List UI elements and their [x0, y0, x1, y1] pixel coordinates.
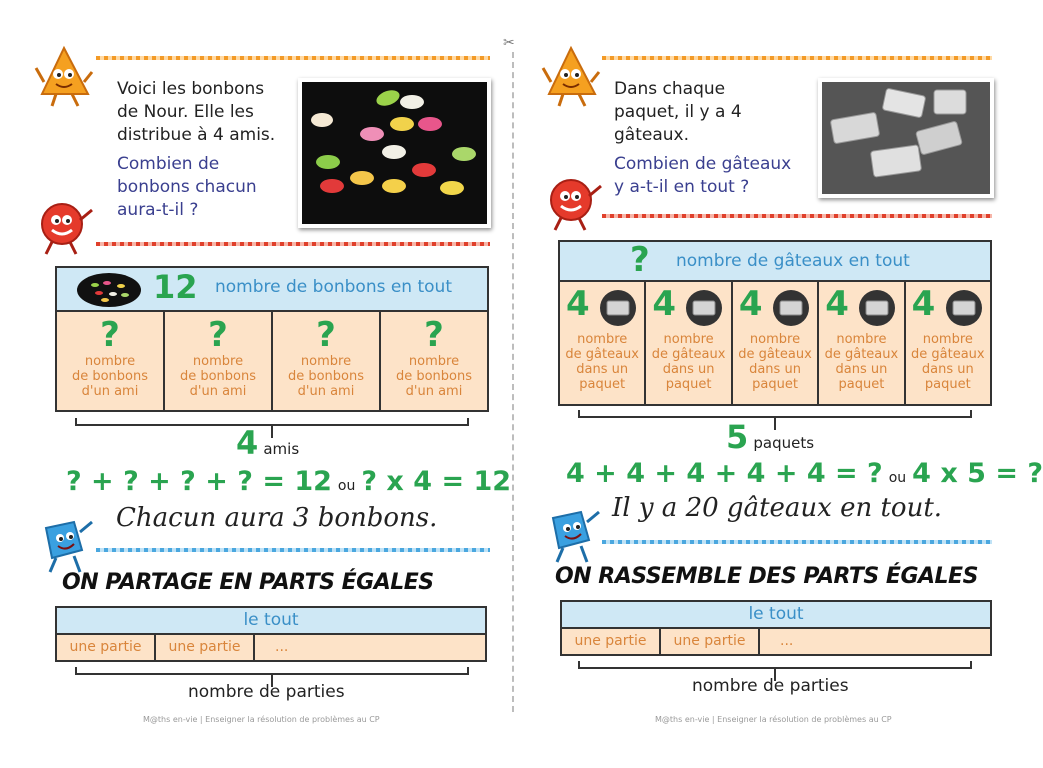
part-label: dans un [749, 362, 801, 377]
legend-more: ... [275, 639, 289, 655]
banner-title: ON RASSEMBLE DES PARTS ÉGALES [555, 564, 978, 589]
equation-multiplication: ? x 4 = 12 [361, 466, 512, 497]
problem-line: Voici les bonbons [117, 79, 265, 99]
total-label: nombre de bonbons en tout [215, 277, 452, 297]
part-label: paquet [665, 377, 712, 392]
answer-sentence: Chacun aura 3 bonbons. [116, 503, 438, 533]
count-value: 5 [726, 418, 749, 456]
count-label [236, 424, 299, 462]
part-cell [273, 312, 381, 410]
legend-more: ... [780, 633, 794, 649]
footer: M@ths en-vie | Enseigner la résolution de problèmes au CP [655, 715, 892, 724]
triangle-mascot-icon [541, 44, 601, 108]
part-cell [560, 282, 646, 404]
part-mark: ? [208, 315, 228, 355]
part-label: nombre [408, 354, 460, 369]
red-stripe [96, 242, 490, 246]
legend-whole: le tout [55, 606, 487, 635]
cube-mascot-icon [34, 514, 96, 576]
legend-part: une partie [57, 635, 156, 660]
part-label: nombre [300, 354, 352, 369]
candies-image [302, 82, 487, 224]
count-brace [578, 410, 972, 418]
footer: M@ths en-vie | Enseigner la résolution de problèmes au CP [143, 715, 380, 724]
part-label: dans un [662, 362, 715, 377]
parts-bar [55, 310, 489, 412]
cake-packet-icon [857, 288, 897, 328]
legend-part: une partie [562, 629, 661, 654]
problem-line: de Nour. Elle les [117, 102, 254, 122]
part-mark: ? [100, 315, 120, 355]
part-cell [733, 282, 819, 404]
part-cell [906, 282, 990, 404]
part-label: de bonbons [287, 369, 365, 384]
equation-addition: 4 + 4 + 4 + 4 + 4 = ? [566, 458, 883, 489]
whole-bar [558, 240, 992, 282]
question-line: bonbons chacun [117, 177, 257, 197]
part-label: d'un ami [189, 384, 247, 399]
cake-packet-icon [598, 288, 638, 328]
problem-line: paquet, il y a 4 [614, 102, 742, 122]
problem-line: gâteaux. [614, 125, 689, 145]
part-label: paquet [838, 377, 885, 392]
legend-parts [560, 629, 992, 656]
question-line: y a-t-il en tout ? [614, 177, 750, 197]
candy-bowl-icon [77, 273, 141, 307]
total-mark: ? [630, 240, 650, 280]
equation-multiplication: 4 x 5 = ? [912, 458, 1043, 489]
count-value: 4 [236, 424, 259, 462]
part-label: dans un [921, 362, 974, 377]
equation-or: ou [337, 478, 356, 494]
part-label: paquet [924, 377, 971, 392]
part-label: nombre [84, 354, 136, 369]
question-line: Combien de [117, 154, 220, 174]
legend-brace [75, 667, 469, 675]
equation-addition: ? + ? + ? + ? = 12 [66, 466, 332, 497]
part-label: nombre [749, 332, 801, 347]
legend-count: nombre de parties [692, 676, 849, 696]
equation [66, 466, 511, 497]
equation-or: ou [888, 470, 907, 486]
triangle-mascot-icon [34, 44, 94, 108]
cake-packet-icon [771, 288, 811, 328]
count-label [726, 418, 814, 456]
part-label: de gâteaux [651, 347, 726, 362]
legend-whole: le tout [560, 600, 992, 629]
part-label: de bonbons [71, 369, 149, 384]
part-mark: ? [424, 315, 444, 355]
blue-stripe [602, 540, 992, 544]
answer-sentence: Il y a 20 gâteaux en tout. [612, 493, 943, 523]
part-label: nombre [663, 332, 714, 347]
part-label: nombre [836, 332, 887, 347]
part-label: dans un [576, 362, 629, 377]
question-line: Combien de gâteaux [614, 154, 792, 174]
total-value: 12 [153, 268, 198, 306]
red-stripe [602, 214, 992, 218]
part-value: 4 [566, 284, 590, 324]
ball-mascot-icon [541, 172, 605, 232]
cut-line [512, 52, 514, 712]
part-label: dans un [835, 362, 888, 377]
ball-mascot-icon [32, 196, 96, 256]
part-label: nombre [922, 332, 973, 347]
problem-text [614, 78, 814, 199]
part-mark: ? [316, 315, 336, 355]
part-value: 4 [738, 284, 763, 324]
part-label: de bonbons [395, 369, 473, 384]
part-label: de gâteaux [738, 347, 812, 362]
part-value: 4 [825, 284, 849, 324]
part-label: paquet [579, 377, 626, 392]
part-label: de gâteaux [824, 347, 899, 362]
problem-line: Dans chaque [614, 79, 726, 99]
cakes-image [822, 82, 990, 194]
part-cell [646, 282, 732, 404]
whole-bar [55, 266, 489, 312]
orange-stripe [602, 56, 992, 60]
scissors-icon: ✂ [503, 35, 515, 51]
part-label: d'un ami [81, 384, 139, 399]
part-cell [57, 312, 165, 410]
orange-stripe [96, 56, 490, 60]
part-label: de bonbons [179, 369, 257, 384]
part-label: paquet [752, 377, 798, 392]
part-cell [165, 312, 273, 410]
part-value: 4 [911, 284, 936, 324]
cake-packet-icon [944, 288, 984, 328]
problem-text [117, 78, 297, 222]
legend-part: une partie [156, 635, 255, 660]
cube-mascot-icon [541, 504, 603, 566]
candy-photo [298, 78, 491, 228]
part-cell [819, 282, 905, 404]
banner-title: ON PARTAGE EN PARTS ÉGALES [62, 570, 434, 595]
equation [566, 458, 1043, 489]
part-label: d'un ami [405, 384, 463, 399]
count-unit: paquets [753, 434, 815, 452]
legend-count: nombre de parties [188, 682, 345, 702]
question-line: aura-t-il ? [117, 200, 199, 220]
part-label: de gâteaux [565, 347, 639, 362]
total-label: nombre de gâteaux en tout [676, 251, 910, 271]
cake-packet-icon [684, 288, 724, 328]
part-label: de gâteaux [911, 347, 985, 362]
part-label: nombre [192, 354, 244, 369]
cakes-photo [818, 78, 994, 198]
part-label: d'un ami [297, 384, 355, 399]
legend-part: une partie [661, 629, 760, 654]
legend-parts [55, 635, 487, 662]
part-label: nombre [577, 332, 628, 347]
part-cell [381, 312, 487, 410]
part-value: 4 [652, 284, 677, 324]
blue-stripe [96, 548, 490, 552]
problem-line: distribue à 4 amis. [117, 125, 276, 145]
count-unit: amis [263, 440, 300, 458]
legend-brace [578, 661, 972, 669]
parts-bar [558, 280, 992, 406]
